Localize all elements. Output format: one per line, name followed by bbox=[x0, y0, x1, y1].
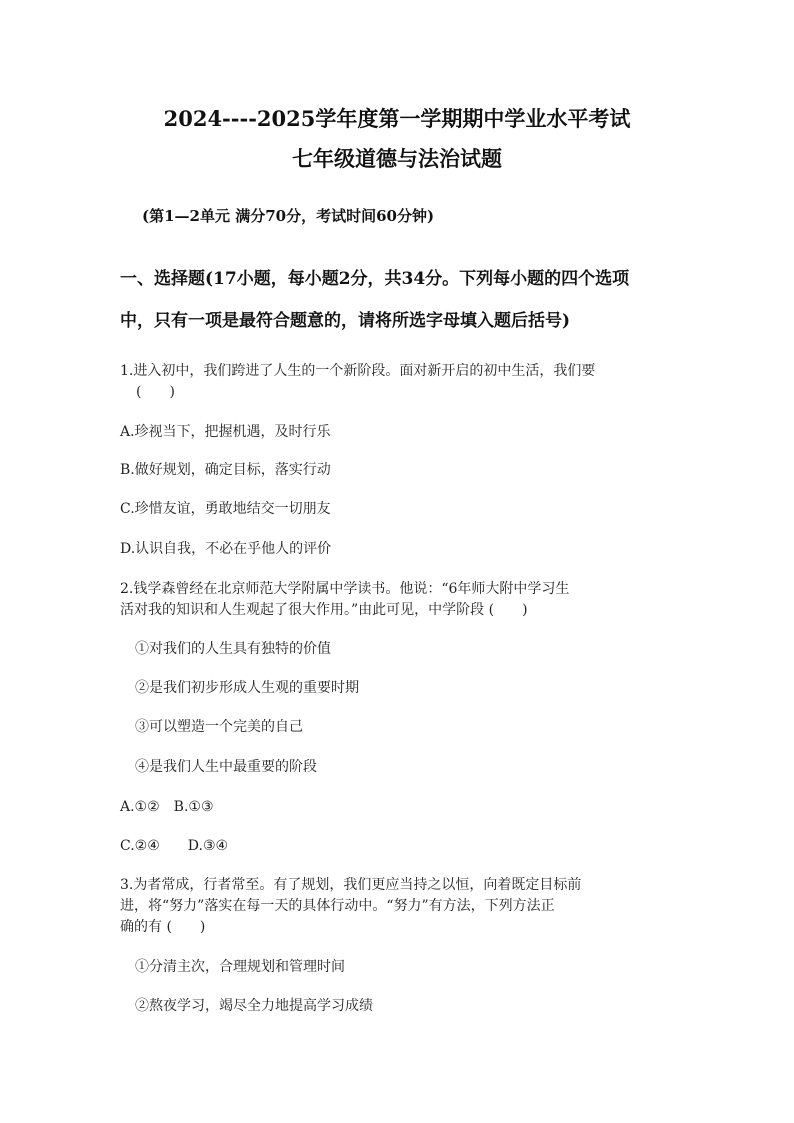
question-3-stem-line2: 进，将“努力”落实在每一天的具体行动中。“努力”有方法，下列方法正 bbox=[120, 898, 555, 914]
question-2-item-4: ④是我们人生中最重要的阶段 bbox=[135, 759, 317, 775]
question-1-option-a: A.珍视当下，把握机遇，及时行乐 bbox=[120, 424, 331, 440]
exam-title: 2024----2025学年度第一学期期中学业水平考试 bbox=[163, 106, 631, 131]
question-3-stem-line1: 3.为者常成，行者常至。有了规划，我们更应当持之以恒，向着既定目标前 bbox=[120, 877, 582, 893]
section-heading-line2: 中，只有一项是最符合题意的，请将所选字母填入题后括号) bbox=[120, 311, 571, 331]
question-1-answer-paren: ( ) bbox=[136, 384, 175, 400]
question-1-option-d: D.认识自我，不必在乎他人的评价 bbox=[120, 541, 332, 557]
question-1-option-b: B.做好规划，确定目标，落实行动 bbox=[120, 462, 331, 478]
question-2-item-2: ②是我们初步形成人生观的重要时期 bbox=[135, 680, 359, 696]
question-3-item-1: ①分清主次，合理规划和管理时间 bbox=[135, 959, 345, 975]
section-heading-line1: 一、选择题(17小题，每小题2分，共34分。下列每小题的四个选项 bbox=[120, 269, 630, 289]
question-2-item-3: ③可以塑造一个完美的自己 bbox=[135, 719, 303, 735]
question-3-stem-line3: 确的有 ( ) bbox=[120, 919, 206, 935]
question-3-item-2: ②熬夜学习，竭尽全力地提高学习成绩 bbox=[135, 998, 373, 1014]
question-2-options-row2: C.②④ D.③④ bbox=[120, 838, 229, 854]
question-2-stem-line1: 2.钱学森曾经在北京师范大学附属中学读书。他说：“6年师大附中学习生 bbox=[120, 581, 570, 597]
question-2-item-1: ①对我们的人生具有独特的价值 bbox=[135, 641, 331, 657]
question-2-options-row1: A.①② B.①③ bbox=[120, 799, 214, 815]
exam-subtitle: 七年级道德与法治试题 bbox=[292, 146, 502, 171]
question-1-option-c: C.珍惜友谊，勇敢地结交一切朋友 bbox=[120, 501, 331, 517]
exam-note: (第1—2单元 满分70分，考试时间60分钟) bbox=[142, 207, 435, 225]
question-2-stem-line2: 活对我的知识和人生观起了很大作用。”由此可见，中学阶段 ( ) bbox=[120, 602, 528, 618]
question-1-stem-line1: 1.进入初中，我们跨进了人生的一个新阶段。面对新开启的初中生活，我们要 bbox=[120, 363, 596, 379]
